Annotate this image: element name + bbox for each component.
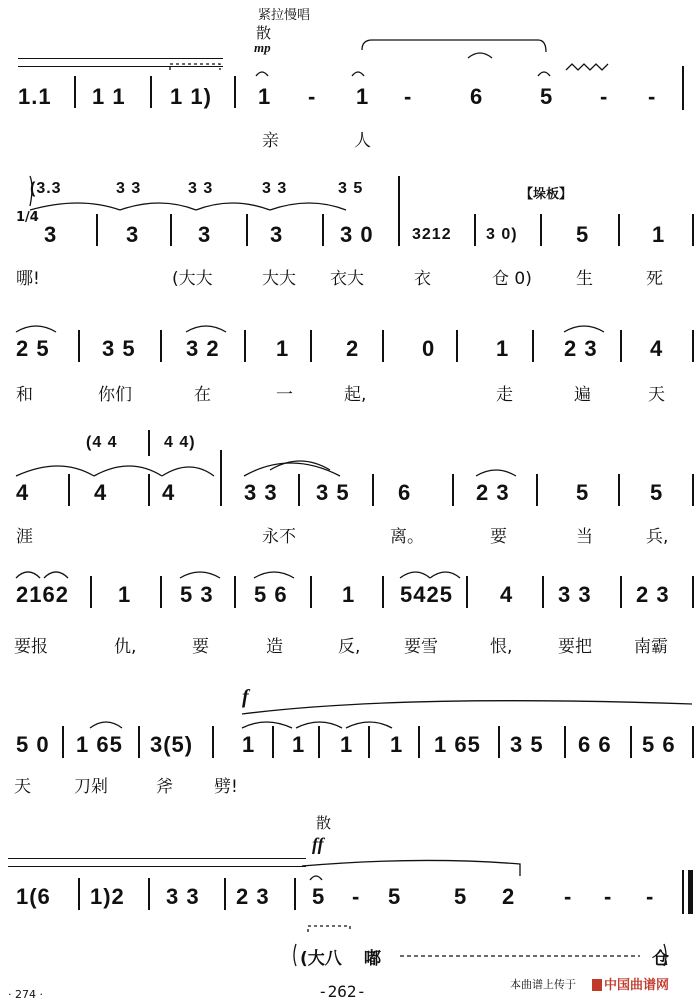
lyric: 起, [344,385,367,405]
perc-upper: 3 5 [338,180,364,197]
tempo-marking-top: 散 [256,24,272,42]
lyric: 南霸 [634,637,668,657]
note-group: 6 6 [578,732,612,757]
lyric: 要 [490,527,507,547]
note-group: 3 5 [316,480,350,505]
note: - [564,884,573,909]
note: - [404,84,413,109]
perc-lyric: 仓 0) [492,269,532,289]
note-group: 2 3 [564,336,598,361]
note: - [646,884,655,909]
lyric: 当 [576,527,593,547]
perc-lyric: 衣 [414,269,431,289]
lyric: 要雪 [404,637,438,657]
note: 5 [388,884,402,909]
note-group: 3212 [412,226,452,243]
note-group: 2 5 [16,336,50,361]
note: 1 [258,84,272,109]
note: 2 [346,336,360,361]
note: 1 [242,732,256,757]
perc-upper: 3 3 [262,180,288,197]
perc-upper: (4 4 [86,434,118,451]
tempo-marking: 散 [316,814,332,832]
fermata [256,72,268,76]
lyric: 死 [646,269,663,289]
note: 1 [292,732,306,757]
note: 1 [496,336,510,361]
perc-lyric: 大大 [262,269,296,289]
banzi-label: 【垛板】 [520,187,573,202]
lyric: 在 [194,385,211,405]
note-group: 5 6 [642,732,676,757]
lyric: 生 [576,269,593,289]
note: 4 [162,480,176,505]
note: 1 [276,336,290,361]
perc-lyric: 嘟 [364,949,381,969]
note: - [648,84,657,109]
phrase-bracket [302,860,520,876]
perc-open-paren [30,176,32,206]
perc-lyric: 衣大 [330,269,364,289]
note: 3 [44,222,58,247]
note: 3 [270,222,284,247]
lyric: 刀剁 [74,777,108,797]
lyric: 一 [276,385,293,405]
lyric: 哪! [16,269,40,289]
lyric: 人 [354,131,371,151]
site-name: 中国曲谱网 [604,978,670,993]
note: 1 [652,222,666,247]
note-group: 1 65 [434,732,481,757]
note-group: 3(5) [150,732,194,757]
note-group: 2 3 [476,480,510,505]
note: 3 [198,222,212,247]
note-group: 3 2 [186,336,220,361]
lyric: 离。 [390,527,424,547]
note: 1 [340,732,354,757]
note: - [352,884,361,909]
note-group: 5425 [400,582,453,607]
note: - [604,884,613,909]
note: 5 [454,884,468,909]
lyric: 天 [14,777,31,797]
note-group: 1 1) [170,84,212,109]
note: 6 [398,480,412,505]
lyric: 要报 [14,637,48,657]
fermata [352,72,364,76]
perc-upper: (3.3 [30,180,62,197]
dynamic-ff: ff [312,834,324,854]
lyric: 劈! [214,777,238,797]
note: 1 [390,732,404,757]
perc-upper: 3 3 [116,180,142,197]
note: 5 [540,84,554,109]
note: 4 [650,336,664,361]
lyric: 斧 [156,777,173,797]
note-group: 1)2 [90,884,125,909]
note-group: 3 0) [486,226,518,243]
lyric: 造 [266,637,283,657]
perc-lyric: (大大 [172,269,213,289]
lyric: 兵, [646,527,669,547]
lyric: 遍 [574,385,591,405]
perc-close-paren [664,944,666,966]
note-group: 3 5 [510,732,544,757]
note-group: 1 65 [76,732,123,757]
credit-text: 本曲谱上传于 [510,978,576,991]
note: - [600,84,609,109]
perc-lyric: 仓 [652,949,669,969]
note-group: 2 3 [636,582,670,607]
note-group: 2162 [16,582,69,607]
lyric: 走 [496,385,513,405]
fermata [538,72,550,76]
note: 4 [500,582,514,607]
note-group: 3 3 [166,884,200,909]
lyric: 仇, [114,637,137,657]
note: 5 [576,222,590,247]
page-number: -262- [318,982,367,1001]
turn-mark [468,53,492,58]
note: 4 [94,480,108,505]
note: 1 [342,582,356,607]
lyric: 反, [338,637,361,657]
page-fragment: · 274 · [8,988,43,1001]
perc-lyric: (大八 [300,949,342,969]
note-group: 1 1 [92,84,126,109]
lyric: 要 [192,637,209,657]
lyric: 天 [648,385,665,405]
note: 0 [422,336,436,361]
note-group: 5 0 [16,732,50,757]
lyric: 亲 [262,131,279,151]
time-signature: 1/4 [16,210,39,225]
note: 4 [16,480,30,505]
note: 6 [470,84,484,109]
repeat-bracket [308,926,350,932]
note: 1 [356,84,370,109]
lyric: 涯 [16,527,33,547]
perc-upper: 3 3 [188,180,214,197]
dynamic-mp: mp [254,40,271,55]
lyric: 永不 [262,527,296,547]
repeat-bracket [170,64,220,70]
note: 5 [312,884,326,909]
lyric: 你们 [98,385,132,405]
note-group: 5 6 [254,582,288,607]
note-group: 1(6 [16,884,51,909]
note-group: 3 3 [244,480,278,505]
fermata [310,876,322,880]
lyric: 和 [16,385,33,405]
note-group: 3 5 [102,336,136,361]
phrase-bracket [362,40,546,52]
note-group: 1.1 [18,84,52,109]
note-group: 3 3 [558,582,592,607]
note: 3 [126,222,140,247]
perc-open-paren [294,944,296,966]
note: 2 [502,884,516,909]
note: - [308,84,317,109]
instrument-text: 紧拉慢唱 [258,8,311,23]
note: 1 [118,582,132,607]
note-group: 3 0 [340,222,374,247]
lyric: 恨, [490,637,513,657]
dynamic-f: f [242,686,249,708]
note: 5 [576,480,590,505]
note-group: 2 3 [236,884,270,909]
perc-upper: 4 4) [164,434,196,451]
lyric: 要把 [558,637,592,657]
note-group: 5 3 [180,582,214,607]
note: 5 [650,480,664,505]
trill-wave [566,64,608,70]
